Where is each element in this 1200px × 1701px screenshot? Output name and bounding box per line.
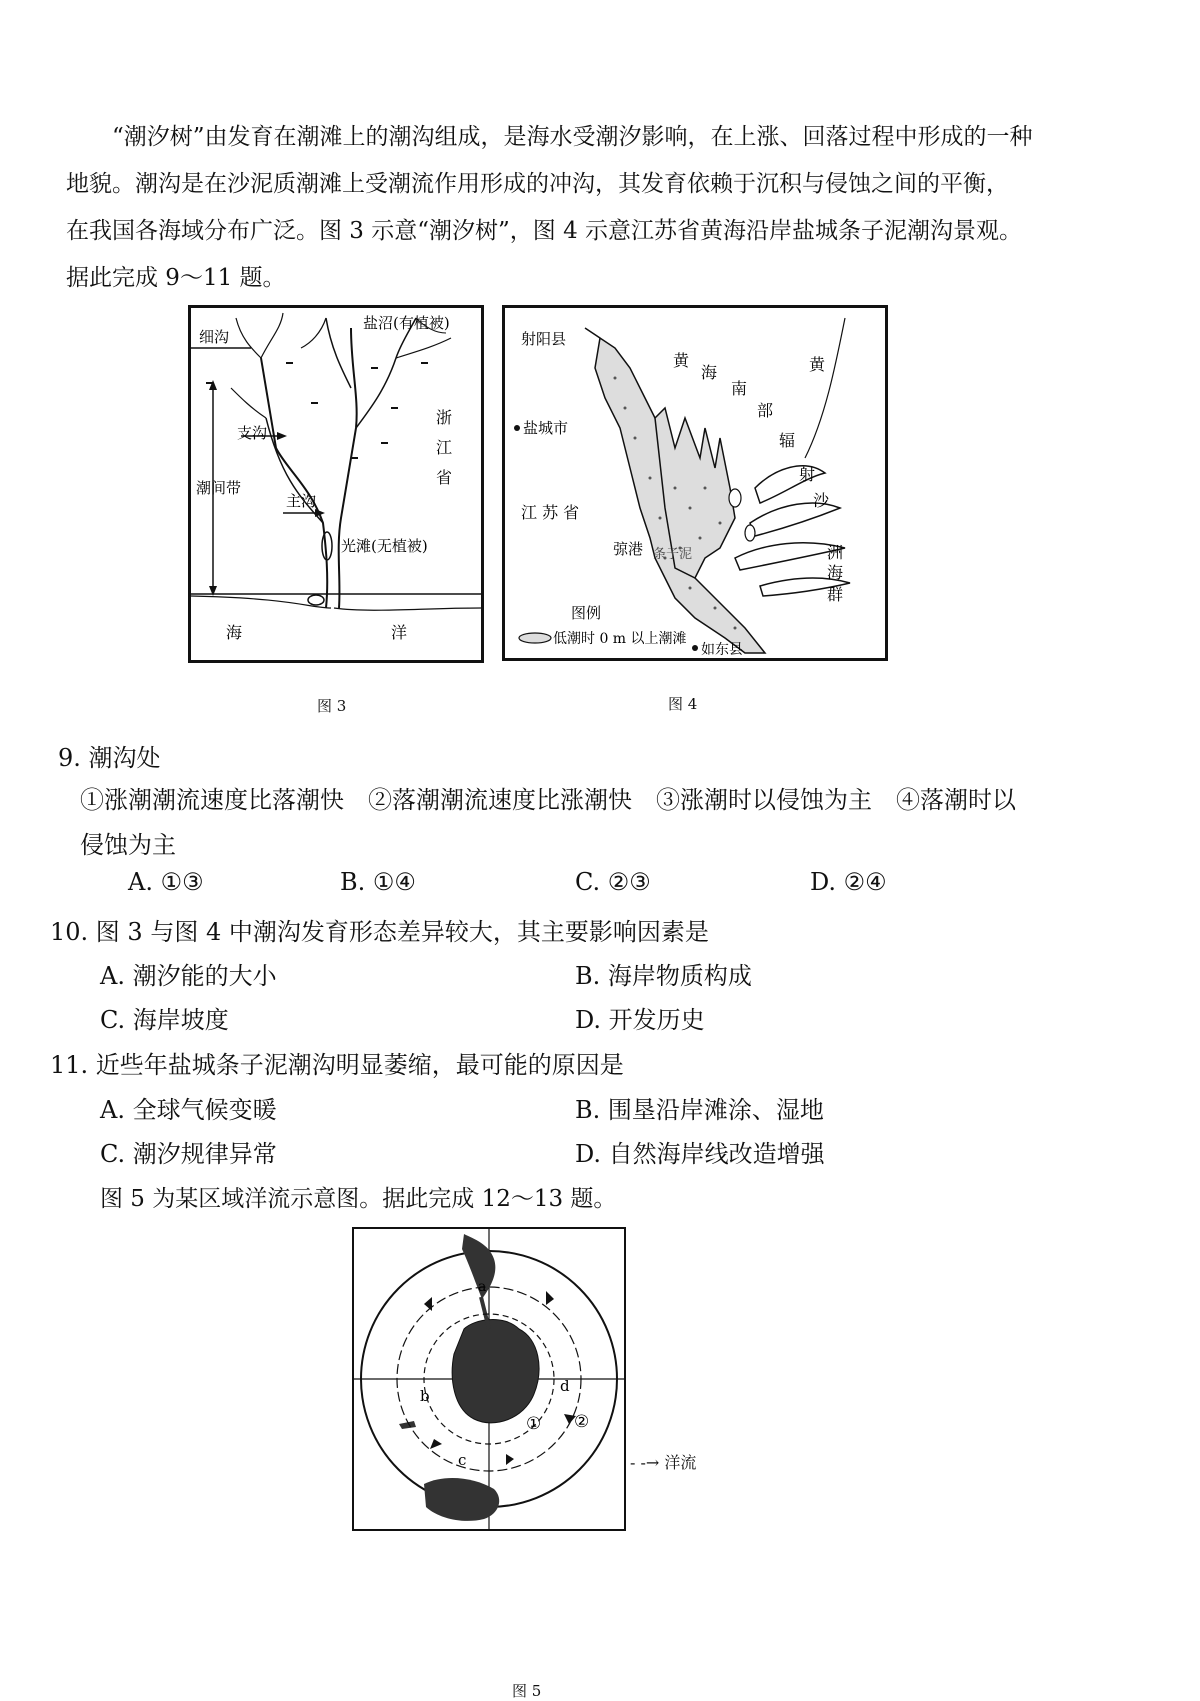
current-arrow-icon: - -→: [630, 1453, 660, 1472]
label-sea-3: 南: [731, 379, 748, 398]
label-sea-4: 部: [757, 401, 774, 420]
label-circle-1: ①: [526, 1414, 542, 1434]
label-c: c: [458, 1451, 467, 1469]
intro-line-4: 据此完成 9～11 题。: [66, 265, 286, 291]
label-zhugou: 主沟: [286, 492, 317, 510]
label-jiangsu: 江 苏 省: [521, 503, 580, 522]
label-tiaozini: 条子泥: [653, 547, 693, 562]
label-sea-1: 黄: [673, 351, 690, 370]
label-chaojiandai: 潮间带: [196, 479, 242, 497]
label-huang-2: 黄: [809, 355, 826, 374]
label-yancheng: 盐城市: [523, 419, 569, 437]
question-10-option-a[interactable]: A. 潮汐能的大小: [100, 962, 277, 990]
label-legend-item: 低潮时 0 m 以上潮滩: [553, 631, 687, 647]
label-d: d: [560, 1377, 570, 1395]
question-11-stem: 11. 近些年盐城条子泥潮沟明显萎缩，最可能的原因是: [50, 1051, 624, 1079]
figure-5-legend: [630, 1450, 696, 1473]
label-sea-2: 海: [701, 363, 718, 382]
figure-5-caption: 图 5: [512, 1682, 542, 1700]
label-sea-10: 群: [827, 585, 844, 604]
question-11-option-a[interactable]: A. 全球气候变暖: [100, 1096, 277, 1124]
question-10-option-b[interactable]: B. 海岸物质构成: [575, 962, 752, 990]
label-legend-title: 图例: [571, 604, 602, 622]
figure-4: [502, 305, 888, 661]
label-circle-2: ②: [574, 1412, 590, 1432]
label-qionggang: 弶港: [613, 540, 644, 558]
label-b: b: [420, 1387, 430, 1405]
label-sea-6: 射: [799, 465, 816, 484]
question-9-statements-line-2: 侵蚀为主: [80, 831, 176, 859]
intro-paragraph: [66, 114, 1126, 302]
label-yanzhao: 盐沼(有植被): [363, 314, 450, 332]
label-hai: 海: [226, 623, 243, 642]
figure-4-caption: 图 4: [668, 695, 698, 713]
label-sea-9: 海: [827, 563, 844, 582]
label-xigou: 细沟: [199, 328, 230, 346]
legend-current-label: 洋流: [664, 1453, 697, 1472]
intro-line-3: 在我国各海域分布广泛。图 3 示意“潮汐树”，图 4 示意江苏省黄海沿岸盐城条子泥潮沟景观。: [66, 218, 1023, 244]
figure-3-drawing: [191, 308, 481, 660]
label-rudong: 如东县: [701, 642, 743, 658]
label-yang: 洋: [391, 623, 408, 642]
question-9-option-b[interactable]: B. ①④: [340, 868, 416, 896]
label-guangtan: 光滩(无植被): [341, 537, 428, 555]
question-9-option-a[interactable]: A. ①③: [128, 868, 204, 896]
question-9-statements-line-1: ①涨潮潮流速度比落潮快 ②落潮潮流速度比涨潮快 ③涨潮时以侵蚀为主 ④落潮时以: [80, 786, 1016, 814]
intro-2-paragraph: 图 5 为某区域洋流示意图。据此完成 12～13 题。: [100, 1186, 617, 1212]
label-zhe: 浙: [436, 408, 453, 427]
label-zhigou: 支沟: [237, 424, 268, 442]
question-10-option-d[interactable]: D. 开发历史: [575, 1006, 705, 1034]
intro-line-1: “潮汐树”由发育在潮滩上的潮沟组成，是海水受潮汐影响，在上涨、回落过程中形成的一种: [112, 124, 1033, 150]
question-9-option-c[interactable]: C. ②③: [575, 868, 651, 896]
question-10-stem: 10. 图 3 与图 4 中潮沟发育形态差异较大，其主要影响因素是: [50, 918, 709, 946]
figure-4-drawing: [505, 308, 885, 658]
label-sea-8: 洲: [827, 543, 844, 562]
label-sheng: 省: [436, 468, 453, 487]
question-11-option-d[interactable]: D. 自然海岸线改造增强: [575, 1140, 825, 1168]
label-sea-5: 辐: [779, 431, 796, 450]
question-11-option-b[interactable]: B. 围垦沿岸滩涂、湿地: [575, 1096, 824, 1124]
label-sea-7: 沙: [813, 491, 830, 510]
question-9-stem: 9. 潮沟处: [58, 744, 161, 772]
figure-3: [188, 305, 484, 663]
label-a: a: [478, 1279, 487, 1295]
question-9-option-d[interactable]: D. ②④: [810, 868, 887, 896]
figure-5-drawing: [354, 1229, 624, 1529]
question-11-option-c[interactable]: C. 潮汐规律异常: [100, 1140, 277, 1168]
question-10-option-c[interactable]: C. 海岸坡度: [100, 1006, 229, 1034]
label-jiang: 江: [436, 438, 453, 457]
label-sheyang: 射阳县: [521, 330, 567, 348]
figure-3-caption: 图 3: [317, 697, 347, 715]
figure-5: [352, 1227, 626, 1531]
intro-line-2: 地貌。潮沟是在沙泥质潮滩上受潮流作用形成的冲沟，其发育依赖于沉积与侵蚀之间的平衡，: [66, 171, 1009, 197]
